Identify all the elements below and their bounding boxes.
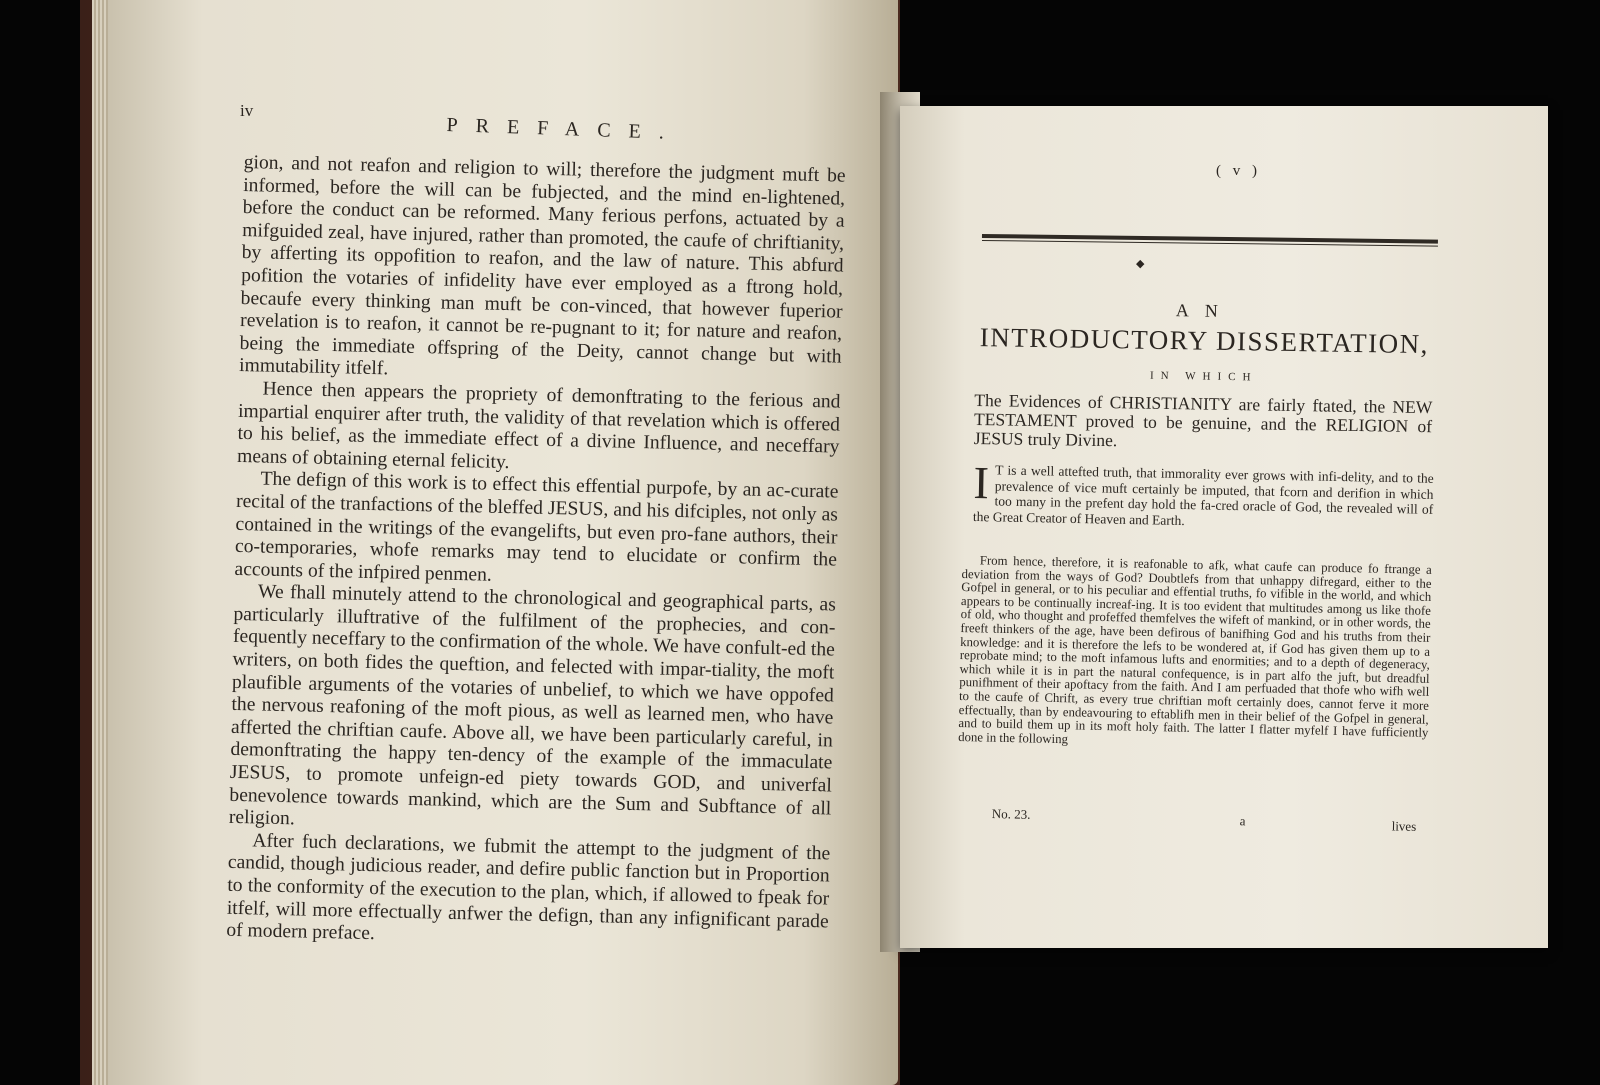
footer-catchword: lives: [1391, 818, 1417, 834]
left-paragraph-1: gion, and not reafon and religion to will; therefore the judgment muft be informed, before the will can be fubjected, and the mind en-lightened, before the conduct can be reformed. Many ferious perfons, actuated by a mifguided zeal, have injured, rather than promoted, the caufe of chriftianity, by afferting its oppofition to reafon, and the law of nature. This abfurd pofition the votaries of infidelity have ever employed as a ftrong hold, becaufe every thinking man muft be con-vinced, that however fuperior revelation is to reafon, it cannot be re-pugnant to it; for nature and reafon, being the immediate offspring of the Deity, cannot change but with immutability itfelf.: [238, 152, 846, 380]
left-paragraph-2: Hence then appears the propriety of demonftrating to the ferious and impartial enquirer after truth, the validity of that revelation which is offered to his belief, as the immediate effect of a divine Influence, and neceffary means of obtaining eternal felicity.: [236, 378, 841, 473]
title-description: The Evidences of CHRISTIANITY are fairly ftated, the NEW TESTAMENT proved to be genuine, and the RELIGION of JESUS truly Divine.: [973, 389, 1433, 451]
ornament-icon: ◆: [1136, 258, 1145, 270]
running-head: PREFACE.: [446, 114, 683, 145]
title-in-which: IN WHICH: [1149, 369, 1258, 384]
intro-paragraph: [972, 457, 1434, 533]
title-an: AN: [1175, 300, 1234, 322]
drop-cap: I: [973, 457, 990, 509]
footer-signature: a: [1239, 813, 1246, 829]
left-paragraph-4: We fhall minutely attend to the chronological and geographical parts, as particularly illuftrative of the fulfilment of the prophecies, and con-fequently neceffary to the confirmation of the whole. We have confult-ed the writers, on both fides the queftion, and felected with impar-tiality, the moft plaufible arguments of the votaries of unbelief, to which we have oppofed the nervous reafoning of the moft pious, as well as learned men, who have afferted the chriftian caufe. Above all, we have been particularly careful, in demonftrating the happy ten-dency of the example of the immaculate JESUS, to promote unfeign-ed piety towards GOD, and univerfal benevolence towards mankind, which are the Sum and Subftance of all religion.: [228, 581, 837, 830]
right-paragraph: From hence, therefore, it is reafonable to afk, what caufe can produce fo ftrange a deviation from the ways of God? Doubtlefs from that unhappy difregard, either to the Gofpel in general, or to his peculiar and effential truths, fo vifible in the world, and which appears to be continually increaf-ing. It is too evident that multitudes among us like thofe of old, who thought and profeffed themfelves the wifeft of mankind, or in other words, the freeft thinkers of the age, have been defirous of banifhing God and his truths from their knowledge: and it is therefore the lefs to be wondered at, if God has given them up to a reprobate mind; to the moft infamous lufts and enormities; and to a depth of degeneracy, which while it is in part the natural confequence, is in part alfo the juft, but dreadful punifhment of their apoftacy from the faith. And I am perfuaded that thofe who wifh well to the caufe of Chrift, as every true chriftian moft certainly does, cannot ferve it more effectually, than by endeavouring to eftablifh men in their belief of the Gofpel in general, and to build them up in its moft holy faith. The latter I flatter myfelf I have fufficiently done in the following: [958, 553, 1432, 746]
footer-number: No. 23.: [991, 806, 1031, 822]
left-paragraph-5: After fuch declarations, we fubmit the attempt to the judgment of the candid, though judicious reader, and defire public fanction but in Proportion to the conformity of the execution to the plan, which, if allowed to fpeak for itfelf, will more effectually anfwer the defign, than any infignificant parade of modern preface.: [226, 830, 831, 945]
intro-text: T is a well attefted truth, that immorality ever grows with infi-delity, and to the prevalence of vice muft certainly be imputed, that fcorn and derifion in which too many in the prefent day hold the fa-cred oracle of God, the revealed will of the Great Creator of Heaven and Earth.: [972, 462, 1434, 528]
left-paragraph-3: The defign of this work is to effect this effential purpofe, by an ac-curate recital of the tranfactions of the bleffed JESUS, and his difciples, not only as contained in the writings of the evangelifts, but even pro-fane authors, their co-temporaries, whofe remarks may tend to elucidate or confirm the accounts of the infpired penmen.: [234, 468, 839, 586]
dissertation-title-block: [974, 297, 1434, 455]
left-page-body: [226, 152, 846, 956]
title-main: INTRODUCTORY DISSERTATION,: [979, 322, 1430, 360]
right-page-number: ( v ): [1216, 163, 1261, 179]
right-page-body: [958, 554, 1432, 754]
left-page-number: iv: [240, 101, 254, 120]
